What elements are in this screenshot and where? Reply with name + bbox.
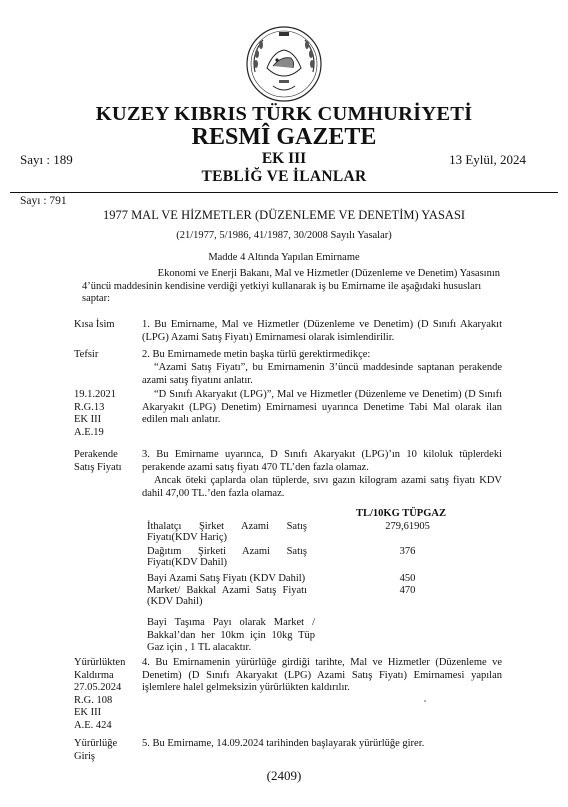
intro-paragraph <box>82 268 500 306</box>
price-row-label <box>147 546 307 568</box>
supplement-label: EK III <box>261 150 307 167</box>
side-ref-line: EK III <box>74 414 102 425</box>
price-row-value: 450 <box>399 573 416 584</box>
section-title: TEBLİĞ VE İLANLAR <box>201 168 367 185</box>
side-ref-line: 19.1.2021 <box>74 389 116 400</box>
side-line: Yürürlüğe <box>74 738 118 749</box>
side-heading-tefsir: Tefsir <box>74 349 99 360</box>
gazette-title: RESMÎ GAZETE <box>191 124 377 150</box>
header-divider <box>10 192 558 193</box>
row-label-line: Fiyatı(KDV Hariç) <box>147 532 227 543</box>
price-row-value: 376 <box>399 546 416 557</box>
side-ref-tefsir <box>74 389 116 439</box>
side-heading-kisa-isim: Kısa İsim <box>74 319 115 330</box>
price-row-label <box>147 573 317 584</box>
row-label-line: (KDV Dahil) <box>147 596 203 607</box>
side-heading-yururluge <box>74 738 117 763</box>
side-ref-line: A.E.19 <box>74 426 104 438</box>
side-ref-line: R.G.13 <box>74 401 105 413</box>
price-row-label <box>147 585 307 607</box>
row-label-line: Dağıtım Şirketi Azami Satış <box>147 546 307 557</box>
article-3: 3. Bu Emirname uyarınca, D Sınıfı Akaryakıt (LPG)’ın 10 kiloluk tüplerdeki perakende azami satış fiyatı 470 TL’den fazla olamaz. <box>142 449 502 473</box>
country-title: KUZEY KIBRIS TÜRK CUMHURİYETİ <box>95 103 473 125</box>
price-row-label <box>147 521 307 543</box>
price-table-header: TL/10KG TÜPGAZ <box>356 508 446 519</box>
article-2-def-1: “Azami Satış Fiyatı”, bu Emirnamenin 3’üncü maddesinde saptanan perakende azami satış fiyatını anlatır. <box>142 362 502 386</box>
article-2-intro: 2. Bu Emirnamede metin başka türlü gerektirmedikçe: <box>142 349 371 360</box>
side-line: Giriş <box>74 750 95 762</box>
law-title: 1977 MAL VE HİZMETLER (DÜZENLEME VE DENETİM) YASASI <box>102 208 466 222</box>
scan-speck <box>424 700 426 702</box>
side-line: Yürürlükten <box>74 657 126 668</box>
row-label-line: İthalatçı Şirket Azami Satış <box>147 521 307 532</box>
side-heading-fiyat <box>74 449 122 474</box>
side-line: EK III <box>74 707 102 718</box>
bayi-note: Bayi Taşıma Payı olarak Market / Bakkal’dan her 10km için 10kg Tüp Gaz için , 1 TL alacaktır. <box>147 617 315 653</box>
side-line: Perakende <box>74 449 118 460</box>
article-2-def-2: “D Sınıfı Akaryakıt (LPG)”, Mal ve Hizmetler (Düzenleme ve Denetim) (D Sınıfı Akaryakıt (LPG) Denetim) Emirnamesi uyarınca Denetime Tabi Mal olarak ilan edilen malı anlatır. <box>142 389 502 425</box>
side-heading-yururlukten <box>74 657 125 732</box>
side-line: Satış Fiyatı <box>74 461 122 473</box>
side-line: Kaldırma <box>74 669 114 681</box>
intro-line: Ekonomi ve Enerji Bakanı, Mal ve Hizmetler (Düzenleme ve Denetim) Yasasının <box>157 268 500 279</box>
article-4: 4. Bu Emirnamenin yürürlüğe girdiği tarihte, Mal ve Hizmetler (Düzenleme ve Denetim) (D Sınıfı Akaryakıt (LPG) Azami Satış Fiyatı) Emirnamesi yapılan işlemlere halel gelmeksizin yürürlükten kaldırılır. <box>142 657 502 693</box>
price-row-value: 279,61905 <box>385 521 430 532</box>
issue-date: 13 Eylül, 2024 <box>449 152 526 167</box>
row-label-line: Bayi Azami Satış Fiyatı (KDV Dahil) <box>147 573 306 584</box>
side-line: 27.05.2024 <box>74 682 122 693</box>
intro-line: 4’üncü maddesinin kendisine verdiği yetkiyi kullanarak iş bu Emirname ile aşağıdaki hususları <box>82 280 482 292</box>
side-line: R.G. 108 <box>74 694 113 706</box>
article-3-note: Ancak öteki çaplarda olan tüplerde, sıvı gazın kilogram azami satış fiyatı KDV dahil 47,00 TL.’den fazla olamaz. <box>142 475 502 499</box>
article-1: 1. Bu Emirname, Mal ve Hizmetler (Düzenleme ve Denetim) (D Sınıfı Akaryakıt (LPG) Azami Satış Fiyatı) Emirnamesi olarak isimlendirilir. <box>142 319 502 343</box>
price-row-value: 470 <box>399 585 416 596</box>
page-number: (2409) <box>266 768 302 783</box>
law-numbers: (21/1977, 5/1986, 41/1987, 30/2008 Sayılı Yasalar) <box>176 230 392 241</box>
row-label-line: Fiyatı(KDV Dahil) <box>147 557 228 568</box>
intro-line: saptar: <box>82 293 110 304</box>
state-emblem-icon <box>243 24 325 104</box>
article-5: 5. Bu Emirname, 14.09.2024 tarihinden başlayarak yürürlüğe girer. <box>142 738 425 749</box>
notice-number: Sayı : 791 <box>20 195 67 207</box>
row-label-line: Market/ Bakkal Azami Satış Fiyatı <box>147 585 307 596</box>
madde-heading: Madde 4 Altında Yapılan Emirname <box>208 252 360 263</box>
issue-number: Sayı : 189 <box>20 152 73 167</box>
side-line: A.E. 424 <box>74 719 112 731</box>
